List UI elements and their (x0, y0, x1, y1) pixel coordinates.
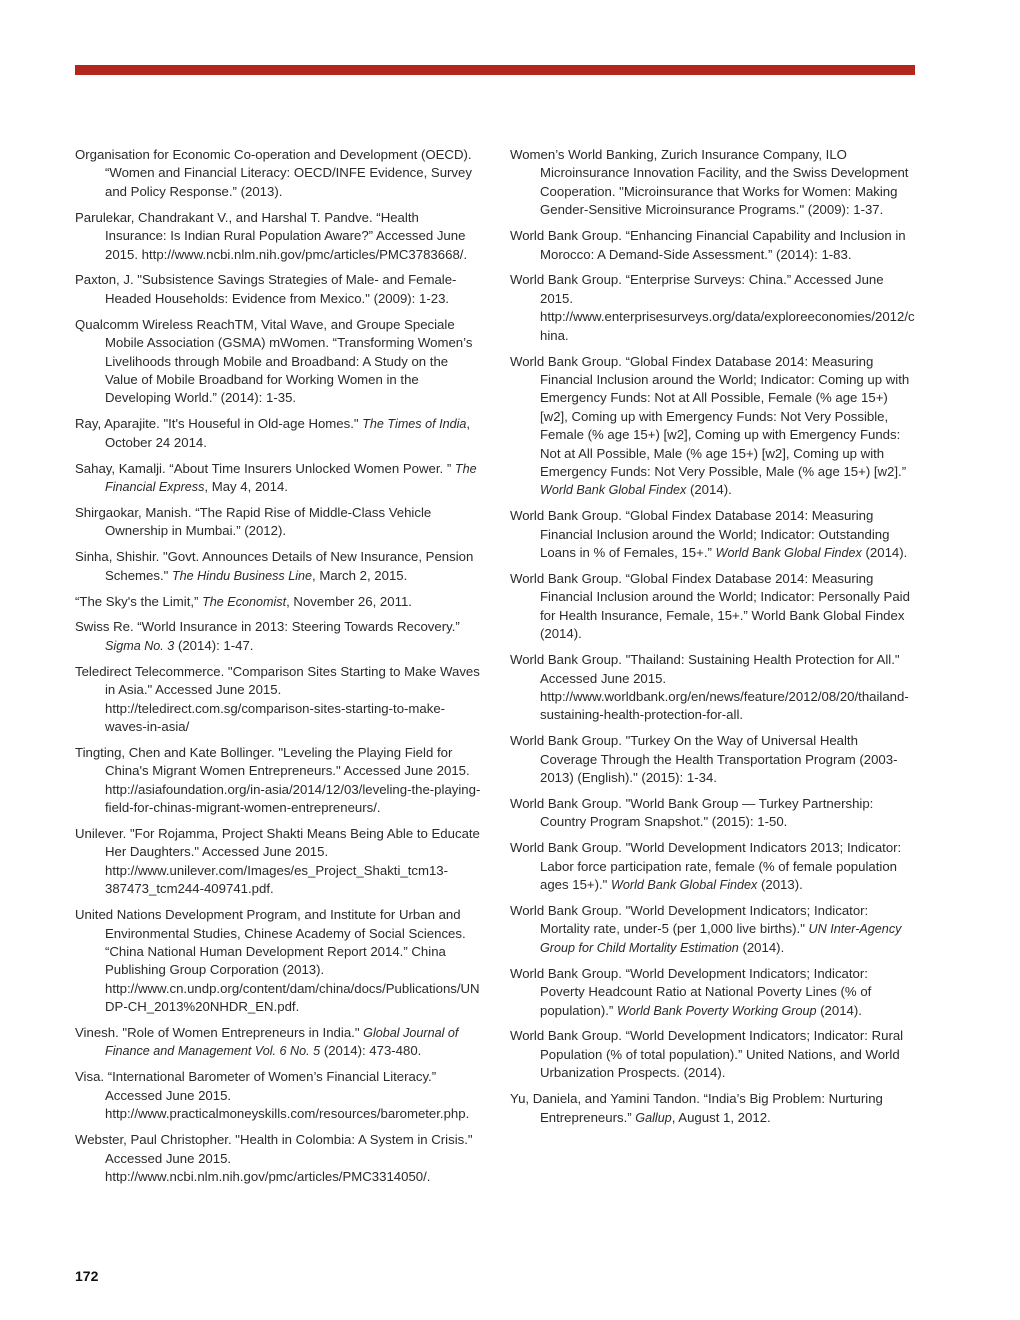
reference-source-title: The Hindu Business Line (171, 568, 312, 583)
reference-entry (510, 353, 915, 500)
reference-entry (510, 795, 915, 832)
reference-entry (75, 1068, 481, 1123)
reference-entry (75, 1024, 481, 1061)
reference-text: Women’s World Banking, Zurich Insurance Company, ILO Microinsurance Innovation Facility, and the Swiss Development Cooperation. "Microinsurance that Works for Women: Making Gender-Sensitive Microinsurance Programs." (2009): 1-37. (510, 147, 909, 218)
reference-entry (75, 906, 481, 1016)
reference-source-title: Gallup (635, 1110, 672, 1125)
reference-text: , October 24 2014. (105, 416, 471, 450)
reference-entry (510, 271, 915, 345)
reference-entry (510, 507, 915, 562)
reference-source-title: The Financial Express (105, 461, 477, 494)
reference-text: Shirgaokar, Manish. “The Rapid Rise of Middle-Class Vehicle Ownership in Mumbai.” (2012). (75, 504, 432, 539)
reference-entry (510, 965, 915, 1020)
reference-text: Sahay, Kamalji. “About Time Insurers Unlocked Women Power. ” (75, 460, 455, 476)
reference-text: World Bank Group. "World Development Indicators; Indicator: Mortality rate, under-5 (per 1,000 live births)." (510, 903, 869, 937)
reference-entry (75, 271, 481, 308)
reference-text: , March 2, 2015. (312, 567, 408, 583)
reference-source-title: Global Journal of Finance and Management Vol. 6 No. 5 (105, 1026, 459, 1059)
reference-entry (75, 209, 481, 264)
reference-entry (510, 146, 915, 220)
reference-text: Visa. “International Barometer of Women’s Financial Literacy.” Accessed June 2015. http://www.practicalmoneyskills.com/resources/barometer.php. (75, 1069, 470, 1122)
reference-source-title: UN Inter-Agency Group for Child Mortality Estimation (540, 922, 902, 955)
reference-text: World Bank Group. “World Development Indicators; Indicator: Poverty Headcount Ratio at National Poverty Lines (% of population).” (510, 965, 872, 1018)
reference-text: (2014). (816, 1002, 862, 1018)
reference-entry (510, 1027, 915, 1082)
page-number: 172 (75, 1268, 99, 1284)
reference-entry (75, 618, 481, 655)
reference-text: “The Sky's the Limit,” (75, 593, 203, 609)
reference-entry (75, 548, 481, 585)
reference-text: Sinha, Shishir. "Govt. Announces Details of New Insurance, Pension Schemes." (75, 549, 474, 583)
reference-text: World Bank Group. “Global Findex Database 2014: Measuring Financial Inclusion around the World; Indicator: Personally Paid for Health Insurance, Female, 15+.” World Bank Global Findex (2014). (510, 571, 910, 642)
reference-text: (2014). (738, 939, 785, 955)
references-right-column (510, 146, 915, 1135)
reference-text: Qualcomm Wireless ReachTM, Vital Wave, and Groupe Speciale Mobile Association (GSMA) mWomen. “Transforming Women’s Livelihoods through Mobile and Broadband: A Study on the Value of Mobile Broadband for Working Women in the Developing World.” (2014): 1-35. (75, 316, 473, 406)
reference-text: (2013). (757, 877, 803, 893)
reference-text: (2014). (686, 482, 732, 498)
reference-text: World Bank Group. “Enterprise Surveys: China.” Accessed June 2015. http://www.enterprisesurveys.org/data/exploreeconomies/2012/china. (510, 272, 915, 343)
reference-text: World Bank Group. "World Development Indicators 2013; Indicator: Labor force participation rate, female (% of female population ages 15+)." (510, 840, 902, 893)
reference-entry (75, 460, 481, 497)
reference-text: Parulekar, Chandrakant V., and Harshal T. Pandve. “Health Insurance: Is Indian Rural Population Aware?” Accessed June 2015. http://www.ncbi.nlm.nih.gov/pmc/articles/PMC3783668/. (75, 209, 468, 262)
reference-entry (510, 732, 915, 787)
reference-entry (510, 1090, 915, 1127)
reference-text: Webster, Paul Christopher. "Health in Colombia: A System in Crisis." Accessed June 2015. http://www.ncbi.nlm.nih.gov/pmc/articles/PMC3314050/. (75, 1132, 473, 1184)
reference-text: Paxton, J. "Subsistence Savings Strategies of Male- and Female-Headed Households: Evidence from Mexico." (2009): 1-23. (75, 272, 457, 306)
reference-text: Ray, Aparajite. "It's Houseful in Old-age Homes." (75, 416, 363, 432)
reference-text: Yu, Daniela, and Yamini Tandon. “India’s Big Problem: Nurturing Entrepreneurs.” (510, 1091, 883, 1125)
reference-text: World Bank Group. “Global Findex Database 2014: Measuring Financial Inclusion around the World; Indicator: Coming up with Emergency Funds: Not at All Possible, Female (% age 15+) [w2], Coming up with Emergency Funds: Not Very Possible, Female (% age 15+) [w2], Coming up with Emergency Funds: Not at All Possible, Male (% age 15+) [w2], Coming up with Emergency Funds: Not Very Possible, Male (% age 15+) [w2].” (510, 353, 910, 479)
reference-entry (75, 663, 481, 737)
references-left-column (75, 146, 481, 1194)
reference-text: United Nations Development Program, and Institute for Urban and Environmental Studies, Chinese Academy of Social Sciences. “China National Human Development Report 2014.” China Publishing Group Corporation (2013). http://www.cn.undp.org/content/dam/china/docs/Publications/UNDP-CH_2013%20NHDR_EN.pdf. (75, 907, 480, 1015)
reference-entry (75, 1131, 481, 1186)
reference-text: Tingting, Chen and Kate Bollinger. "Leveling the Playing Field for China's Migrant Women Entrepreneurs." Accessed June 2015. http://asiafoundation.org/in-asia/2014/12/03/leveling-the-playing-field-for-chinas-migrant-women-entrepreneurs/. (75, 744, 481, 816)
reference-entry (510, 651, 915, 725)
reference-text: World Bank Group. "Turkey On the Way of Universal Health Coverage Through the Health Transportation Program (2003-2013) (English)." (2015): 1-34. (510, 733, 898, 786)
reference-text: (2014). (861, 545, 908, 561)
reference-entry (510, 902, 915, 957)
reference-text: Vinesh. "Role of Women Entrepreneurs in India." (75, 1025, 364, 1041)
header-rule (75, 65, 915, 75)
reference-entry (75, 825, 481, 899)
reference-source-title: Sigma No. 3 (105, 638, 175, 653)
reference-entry (75, 316, 481, 408)
reference-text: (2014): 1-47. (174, 637, 254, 653)
reference-text: Teledirect Telecommerce. "Comparison Sites Starting to Make Waves in Asia." Accessed June 2015. http://teledirect.com.sg/comparison-sites-starting-to-make-waves-in-asia/ (75, 663, 480, 734)
reference-entry (75, 744, 481, 818)
reference-source-title: The Economist (202, 594, 287, 609)
reference-text: Unilever. "For Rojamma, Project Shakti Means Being Able to Educate Her Daughters." Accessed June 2015. http://www.unilever.com/Images/es_Project_Shakti_tcm13-387473_tcm244-409741.pdf. (75, 826, 480, 897)
reference-entry (510, 227, 915, 264)
reference-text: World Bank Group. "Thailand: Sustaining Health Protection for All." Accessed June 2015. http://www.worldbank.org/en/news/feature/2012/08/20/thailand-sustaining-health-protection-for-all. (510, 652, 909, 723)
reference-text: World Bank Group. “Enhancing Financial Capability and Inclusion in Morocco: A Demand-Side Assessment.” (2014): 1-83. (510, 228, 906, 262)
reference-text: World Bank Group. "World Bank Group — Turkey Partnership: Country Program Snapshot." (2015): 1-50. (510, 796, 874, 830)
reference-text: , August 1, 2012. (671, 1109, 771, 1125)
reference-text: , May 4, 2014. (204, 479, 288, 494)
reference-source-title: World Bank Poverty Working Group (616, 1003, 817, 1018)
reference-entry (75, 146, 481, 201)
reference-entry (75, 415, 481, 452)
reference-entry (75, 504, 481, 541)
reference-text: Swiss Re. “World Insurance in 2013: Steering Towards Recovery.” (75, 619, 460, 635)
reference-text: Organisation for Economic Co-operation and Development (OECD). “Women and Financial Literacy: OECD/INFE Evidence, Survey and Policy Response.” (2013). (75, 147, 472, 199)
reference-text: World Bank Group. “World Development Indicators; Indicator: Rural Population (% of total population).” United Nations, and World Urbanization Prospects. (2014). (510, 1028, 904, 1081)
reference-entry (510, 570, 915, 644)
reference-text: World Bank Group. “Global Findex Database 2014: Measuring Financial Inclusion around the World; Indicator: Outstanding Loans in % of Females, 15+.” (510, 508, 890, 561)
reference-text: , November 26, 2011. (286, 593, 412, 609)
reference-text: (2014): 473-480. (320, 1043, 422, 1059)
reference-source-title: World Bank Global Findex (715, 546, 862, 561)
reference-source-title: World Bank Global Findex (611, 878, 758, 893)
reference-entry (75, 593, 481, 611)
reference-entry (510, 839, 915, 894)
reference-source-title: The Times of India (362, 417, 467, 432)
reference-source-title: World Bank Global Findex (540, 483, 687, 498)
